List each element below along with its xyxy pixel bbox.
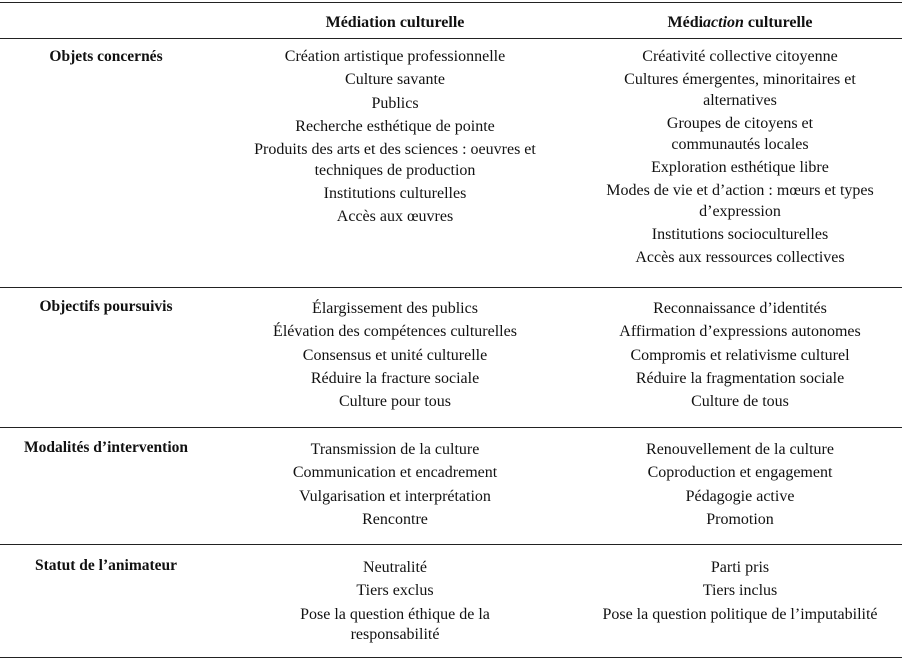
list-item: Réduire la fragmentation sociale [635,369,845,387]
list-item: Tiers exclus [356,582,434,600]
row-label: Objets concernés [49,48,163,65]
mediaction-cell [580,299,900,415]
list-item: Transmission de la culture [310,441,480,458]
list-item: Communication et encadrement [292,464,498,482]
list-item: Accès aux œuvres [336,208,454,226]
mediation-cell [230,558,560,648]
mediaction-cell [580,558,900,628]
table-top-rule [0,2,902,3]
list-item: Consensus et unité culturelle [302,346,488,364]
mediation-cell [230,47,560,231]
list-item: Reconnaissance d’identités [653,300,827,317]
list-item: Élévation des compétences culturelles [273,323,517,341]
list-item: Élargissement des publics [312,300,478,317]
list-item: Publics [371,94,419,112]
list-item: Pose la question éthique de la responsabilité [300,605,490,644]
column-header-mediation: Médiation culturelle [325,14,465,31]
list-item: Groupes de citoyens et communautés locales [666,115,814,153]
list-item: Tiers inclus [702,582,778,600]
list-item: Affirmation d’expressions autonomes [619,323,861,341]
list-item: Institutions socioculturelles [651,225,829,243]
list-item: Pédagogie active [685,487,795,505]
mediaction-cell [580,47,900,272]
list-item: Rencontre [362,510,428,528]
mediation-cell [230,299,560,415]
column-header-mediaction: Médiaction culturelle [667,14,813,31]
list-item: Parti pris [710,559,770,576]
list-item: Réduire la fracture sociale [310,369,480,387]
row-divider [0,544,902,545]
row-label: Modalités d’intervention [23,439,189,456]
mediation-cell [230,440,560,533]
list-item: Pose la question politique de l’imputabilité [602,605,878,623]
list-item: Création artistique professionnelle [284,48,506,65]
list-item: Culture savante [345,71,445,89]
list-item: Exploration esthétique libre [651,158,829,176]
list-item: Culture de tous [691,393,789,411]
list-item: Culture pour tous [339,393,451,411]
list-item: Vulgarisation et interprétation [299,487,491,505]
header-rule [0,38,902,39]
list-item: Recherche esthétique de pointe [295,117,495,135]
list-item: Neutralité [363,559,427,576]
row-label: Objectifs poursuivis [39,298,173,315]
mediaction-cell [580,440,900,533]
list-item: Coproduction et engagement [647,464,833,482]
list-item: Créativité collective citoyenne [642,48,838,65]
row-divider [0,287,902,288]
list-item: Institutions culturelles [323,184,467,202]
list-item: Cultures émergentes, minoritaires et alternatives [624,71,856,109]
list-item: Modes de vie et d’action : mœurs et types d’expression [606,182,874,220]
list-item: Renouvellement de la culture [646,441,834,458]
row-divider [0,427,902,428]
list-item: Promotion [706,510,774,528]
list-item: Produits des arts et des sciences : oeuvres et techniques de production [254,141,536,179]
table-bottom-rule [0,657,902,658]
list-item: Accès aux ressources collectives [635,249,845,267]
list-item: Compromis et relativisme culturel [630,346,850,364]
row-label: Statut de l’animateur [34,557,178,574]
